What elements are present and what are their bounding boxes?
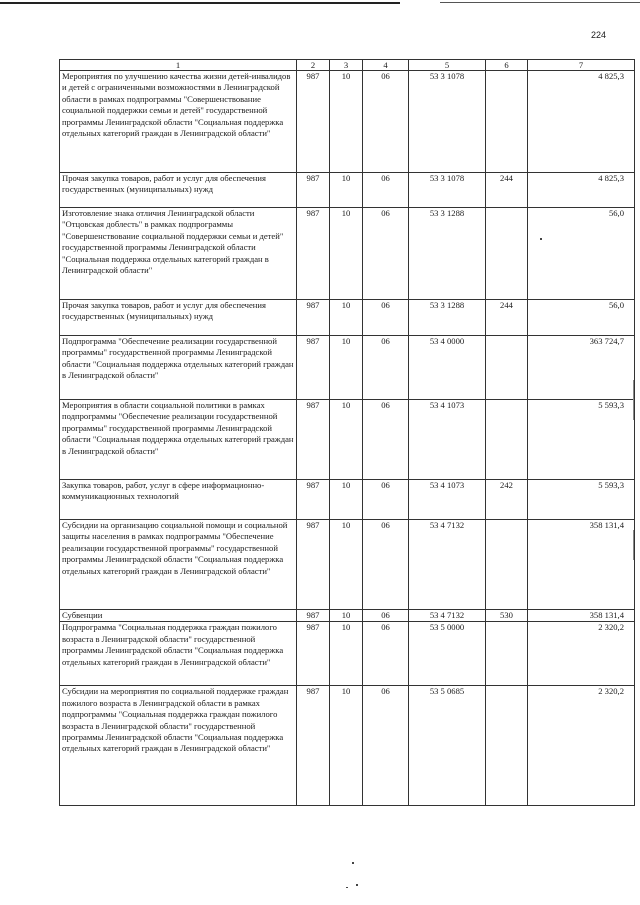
header-col-3: 3: [330, 60, 363, 71]
page-number: 224: [590, 30, 606, 40]
row-section: 10: [330, 686, 363, 806]
row-amount: 358 131,4: [528, 610, 635, 622]
header-col-2: 2: [297, 60, 330, 71]
row-admin-code: 987: [297, 686, 330, 806]
row-target-code: 53 4 1073: [409, 480, 486, 520]
table-row: [60, 686, 635, 806]
row-amount: 2 320,2: [528, 686, 635, 806]
row-section: 10: [330, 71, 363, 173]
row-expense-type: 244: [486, 300, 528, 336]
row-expense-type: [486, 71, 528, 173]
row-description: Мероприятия в области социальной политики в рамках подпрограммы "Обеспечение реализации государственной программы" государственной программы Ленинградской области "Социальная поддержка отдельных категорий граждан в Ленинградской области": [60, 400, 297, 480]
row-description: Подпрограмма "Обеспечение реализации государственной программы" государственной программы Ленинградской области "Социальная поддержка отдельных категорий граждан в Ленинградской области": [60, 336, 297, 400]
table-row: [60, 480, 635, 520]
row-admin-code: 987: [297, 208, 330, 300]
row-amount: 56,0: [528, 300, 635, 336]
row-target-code: 53 5 0685: [409, 686, 486, 806]
row-expense-type: [486, 622, 528, 686]
row-section: 10: [330, 480, 363, 520]
row-description: Подпрограмма "Социальная поддержка граждан пожилого возраста в Ленинградской области" государственной программы Ленинградской области "Социальная поддержка отдельных категорий граждан в Ленинградской области": [60, 622, 297, 686]
scan-speck: [540, 238, 542, 240]
row-expense-type: 244: [486, 173, 528, 208]
row-subsection: 06: [363, 622, 409, 686]
row-admin-code: 987: [297, 400, 330, 480]
row-subsection: 06: [363, 610, 409, 622]
row-section: 10: [330, 400, 363, 480]
header-col-6: 6: [486, 60, 528, 71]
row-target-code: 53 4 0000: [409, 336, 486, 400]
table-row: [60, 400, 635, 480]
row-subsection: 06: [363, 208, 409, 300]
row-admin-code: 987: [297, 300, 330, 336]
row-subsection: 06: [363, 336, 409, 400]
scan-speck: [633, 380, 634, 420]
row-subsection: 06: [363, 686, 409, 806]
row-expense-type: [486, 336, 528, 400]
row-description: Мероприятия по улучшению качества жизни детей-инвалидов и детей с ограниченными возможностями в Ленинградской области в рамках подпрограммы "Совершенствование социальной поддержки семьи и детей" государственной программы Ленинградской области "Социальная поддержка отдельных категорий граждан в Ленинградской области": [60, 71, 297, 173]
scan-speck: [633, 530, 634, 560]
row-expense-type: 530: [486, 610, 528, 622]
row-target-code: 53 3 1078: [409, 71, 486, 173]
row-description: Прочая закупка товаров, работ и услуг для обеспечения государственных (муниципальных) нужд: [60, 300, 297, 336]
row-admin-code: 987: [297, 480, 330, 520]
row-amount: 4 825,3: [528, 71, 635, 173]
row-description: Прочая закупка товаров, работ и услуг для обеспечения государственных (муниципальных) нужд: [60, 173, 297, 208]
row-target-code: 53 3 1288: [409, 208, 486, 300]
row-section: 10: [330, 173, 363, 208]
table-row: [60, 173, 635, 208]
row-amount: 4 825,3: [528, 173, 635, 208]
row-expense-type: [486, 686, 528, 806]
row-expense-type: [486, 520, 528, 610]
row-section: 10: [330, 300, 363, 336]
row-description: Субвенции: [60, 610, 297, 622]
row-section: 10: [330, 208, 363, 300]
row-target-code: 53 4 7132: [409, 520, 486, 610]
table-row: [60, 300, 635, 336]
header-col-5: 5: [409, 60, 486, 71]
row-admin-code: 987: [297, 622, 330, 686]
row-section: 10: [330, 336, 363, 400]
row-amount: 2 320,2: [528, 622, 635, 686]
row-section: 10: [330, 520, 363, 610]
scan-top-border-right: [440, 2, 640, 3]
row-target-code: 53 4 1073: [409, 400, 486, 480]
row-description: Субсидии на мероприятия по социальной поддержке граждан пожилого возраста в Ленинградской области в рамках подпрограммы "Социальная поддержка граждан пожилого возраста в Ленинградской области" государственной программы Ленинградской области "Социальная поддержка отдельных категорий граждан в Ленинградской области": [60, 686, 297, 806]
row-section: 10: [330, 610, 363, 622]
header-row: [60, 60, 635, 71]
row-subsection: 06: [363, 173, 409, 208]
row-amount: 5 593,3: [528, 480, 635, 520]
row-admin-code: 987: [297, 336, 330, 400]
row-section: 10: [330, 622, 363, 686]
row-description: Субсидии на организацию социальной помощи и социальной защиты населения в рамках подпрограммы "Обеспечение реализации государственной программы" государственной программы Ленинградской области "Социальная поддержка отдельных категорий граждан в Ленинградской области": [60, 520, 297, 610]
table-row: [60, 622, 635, 686]
row-subsection: 06: [363, 300, 409, 336]
table-row: [60, 208, 635, 300]
header-col-1: 1: [60, 60, 297, 71]
row-expense-type: 242: [486, 480, 528, 520]
row-expense-type: [486, 208, 528, 300]
row-amount: 358 131,4: [528, 520, 635, 610]
row-admin-code: 987: [297, 610, 330, 622]
scan-speck: [352, 862, 354, 864]
scan-speck: [356, 884, 358, 886]
scan-speck: [346, 887, 348, 888]
row-expense-type: [486, 400, 528, 480]
row-subsection: 06: [363, 400, 409, 480]
row-target-code: 53 3 1078: [409, 173, 486, 208]
header-col-7: 7: [528, 60, 635, 71]
row-admin-code: 987: [297, 71, 330, 173]
budget-table: [59, 59, 635, 806]
row-admin-code: 987: [297, 173, 330, 208]
scan-top-border: [0, 2, 400, 4]
row-subsection: 06: [363, 520, 409, 610]
row-amount: 56,0: [528, 208, 635, 300]
table-row: [60, 520, 635, 610]
row-amount: 5 593,3: [528, 400, 635, 480]
table-row: [60, 336, 635, 400]
table-row: [60, 610, 635, 622]
row-target-code: 53 4 7132: [409, 610, 486, 622]
row-description: Закупка товаров, работ, услуг в сфере информационно-коммуникационных технологий: [60, 480, 297, 520]
row-target-code: 53 5 0000: [409, 622, 486, 686]
header-col-4: 4: [363, 60, 409, 71]
row-subsection: 06: [363, 480, 409, 520]
row-amount: 363 724,7: [528, 336, 635, 400]
budget-table-container: [59, 59, 634, 806]
row-admin-code: 987: [297, 520, 330, 610]
row-description: Изготовление знака отличия Ленинградской области "Отцовская доблесть" в рамках подпрограммы "Совершенствование социальной поддержки семьи и детей" государственной программы Ленинградской области "Социальная поддержка отдельных категорий граждан в Ленинградской области": [60, 208, 297, 300]
row-subsection: 06: [363, 71, 409, 173]
table-row: [60, 71, 635, 173]
row-target-code: 53 3 1288: [409, 300, 486, 336]
